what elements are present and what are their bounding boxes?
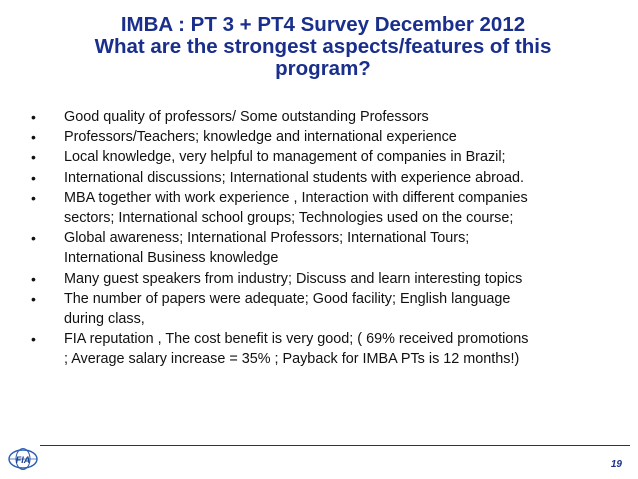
list-item bbox=[24, 127, 624, 147]
bullet-text-continued: International Business knowledge bbox=[64, 250, 279, 267]
bullet-icon: • bbox=[31, 109, 36, 125]
list-item bbox=[24, 107, 624, 127]
bullet-icon: • bbox=[31, 169, 36, 186]
bullet-text-continued: sectors; International school groups; Technologies used on the course; bbox=[64, 210, 514, 227]
list-item bbox=[24, 168, 624, 188]
bullet-text: Local knowledge, very helpful to management of companies in Brazil; bbox=[64, 149, 506, 166]
list-item bbox=[24, 188, 624, 228]
bullet-text: The number of papers were adequate; Good facility; English language bbox=[64, 290, 511, 307]
title-line-3: program? bbox=[275, 57, 371, 80]
list-item bbox=[24, 228, 624, 268]
bullet-icon: • bbox=[31, 331, 36, 348]
title-line-1: IMBA : PT 3 + PT4 Survey December 2012 bbox=[120, 13, 526, 36]
bullet-text: International discussions; International students with experience abroad. bbox=[64, 169, 524, 186]
list-item bbox=[24, 289, 624, 329]
bullet-text: Global awareness; International Professors; International Tours; bbox=[64, 230, 470, 247]
bullet-icon: • bbox=[31, 149, 36, 166]
fia-logo-icon bbox=[6, 447, 40, 475]
list-item bbox=[24, 269, 624, 289]
bullet-icon: • bbox=[31, 189, 36, 206]
list-item bbox=[24, 329, 624, 369]
bullet-icon: • bbox=[31, 230, 36, 247]
bullet-text: MBA together with work experience , Interaction with different companies bbox=[64, 189, 528, 206]
bullet-icon: • bbox=[31, 270, 36, 287]
list-item bbox=[24, 147, 624, 167]
bullet-text: Good quality of professors/ Some outstanding Professors bbox=[64, 109, 429, 125]
bullet-icon: • bbox=[31, 129, 36, 146]
slide-title bbox=[40, 14, 606, 80]
bullet-text-continued: ; Average salary increase = 35% ; Payback for IMBA PTs is 12 months!) bbox=[64, 351, 520, 368]
page-number: 19 bbox=[610, 459, 622, 470]
footer-divider bbox=[40, 445, 630, 446]
logo-text: FIA bbox=[15, 455, 31, 465]
bullet-icon: • bbox=[31, 290, 36, 307]
bullet-text-continued: during class, bbox=[64, 311, 145, 328]
bullet-text: Many guest speakers from industry; Discuss and learn interesting topics bbox=[64, 270, 523, 287]
title-line-2: What are the strongest aspects/features of this bbox=[94, 35, 552, 58]
bullet-text: Professors/Teachers; knowledge and international experience bbox=[64, 129, 457, 146]
bullet-list bbox=[24, 107, 624, 370]
bullet-text: FIA reputation , The cost benefit is very good; ( 69% received promotions bbox=[64, 331, 529, 348]
